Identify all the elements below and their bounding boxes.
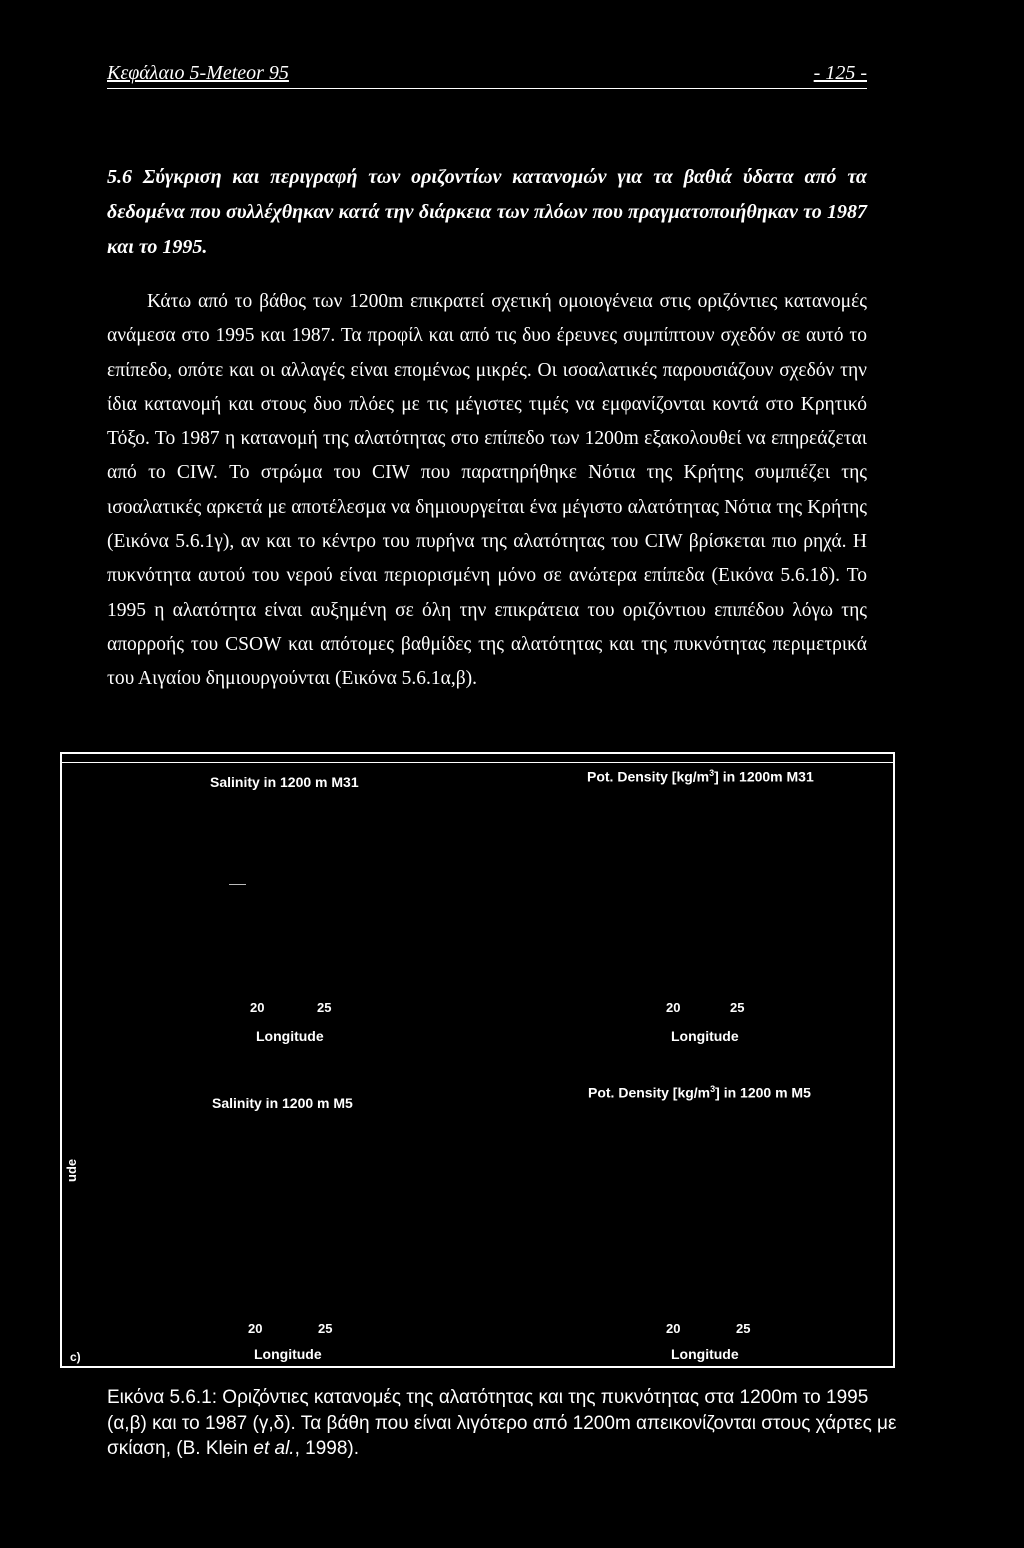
panel-c-tick-20: 20 [248, 1321, 263, 1336]
panel-a-title: Salinity in 1200 m M31 [210, 774, 359, 790]
panel-marker: c) [70, 1350, 81, 1364]
latitude-label-fragment: ude [64, 1158, 79, 1182]
panel-a-xlabel: Longitude [256, 1028, 324, 1044]
running-header [107, 60, 867, 89]
panel-b-tick-20: 20 [666, 1000, 681, 1015]
caption-tail: , 1998). [294, 1438, 360, 1459]
panel-b-xlabel: Longitude [671, 1028, 739, 1044]
panel-c-xlabel: Longitude [254, 1346, 322, 1362]
panel-c-tick-25: 25 [318, 1321, 333, 1336]
body-paragraph: Κάτω από το βάθος των 1200m επικρατεί σχετική ομοιογένεια στις οριζόντιες κατανομές ανάμεσα στο 1995 και 1987. Τα προφίλ και από τις δυο έρευνες συμπίπτουν σχεδόν σε αυτό το επίπεδο, οπότε και οι αλλαγές είναι επομένως μικρές. Οι ισοαλατικές παρουσιάζουν σχεδόν την ίδια κατανομή και στους δυο πλόες με τις μέγιστες τιμές να εμφανίζονται κοντά στο Κρητικό Τόξο. Το 1987 η κατανομή της αλατότητας στο επίπεδο των 1200m εξακολουθεί να επηρεάζεται από το CIW. Το στρώμα του CIW που παρατηρήθηκε Νότια της Κρήτης συμπιέζει της ισοαλατικές αρκετά με αποτέλεσμα να δημιουργείται ένα μέγιστο αλατότητας Νότια της Κρήτης (Εικόνα 5.6.1γ), αν και το κέντρο του πυρήνα της αλατότητας του CIW βρίσκεται πιο ρηχά. Η πυκνότητα αυτού του νερού είναι περιορισμένη μόνο σε ανώτερα επίπεδα (Εικόνα 5.6.1δ). Το 1995 η αλατότητα είναι αυξημένη σε όλη την επικράτεια του οριζόντιου επιπέδου λόγω της απορροής του CSOW και απότομες βαθμίδες της αλατότητας και της πυκνότητας περιμετρικά του Αιγαίου δημιουργούνται (Εικόνα 5.6.1α,β). [107, 291, 867, 690]
panel-d-xlabel: Longitude [671, 1346, 739, 1362]
page-number: - 125 - [813, 62, 867, 84]
panel-a-tick-25: 25 [317, 1000, 332, 1015]
panel-c-title: Salinity in 1200 m M5 [212, 1095, 353, 1111]
figure-top-rule [62, 762, 893, 763]
chapter-title: Κεφάλαιο 5-Meteor 95 [107, 62, 289, 84]
section-heading: 5.6 Σύγκριση και περιγραφή των οριζοντίων κατανομών για τα βαθιά ύδατα από τα δεδομένα που συλλέχθηκαν κατά την διάρκεια των πλόων που πραγματοποιήθηκαν το 1987 και το 1995. [107, 166, 867, 258]
panel-b-tick-25: 25 [730, 1000, 745, 1015]
panel-a-tick-20: 20 [250, 1000, 265, 1015]
map-dash-mark [229, 884, 246, 885]
caption-et-al: et al. [253, 1438, 295, 1459]
caption-text: Εικόνα 5.6.1: Οριζόντιες κατανομές της αλατότητας και της πυκνότητας στα 1200m το 1995 (α,β) και το 1987 (γ,δ). Τα βάθη που είναι λιγότερο από 1200m απεικονίζονται στους χάρτες με σκίαση, (B. Klein [107, 1387, 897, 1459]
panel-d-tick-20: 20 [666, 1321, 681, 1336]
panel-b-title: Pot. Density $[kg/m^3]$ in 1200m M31 [587, 768, 814, 785]
panel-d-title: Pot. Density $[kg/m^3]$ in 1200 m M5 [588, 1084, 811, 1101]
figure-caption [107, 1385, 897, 1462]
panel-d-tick-25: 25 [736, 1321, 751, 1336]
figure-5-6-1 [60, 752, 895, 1368]
